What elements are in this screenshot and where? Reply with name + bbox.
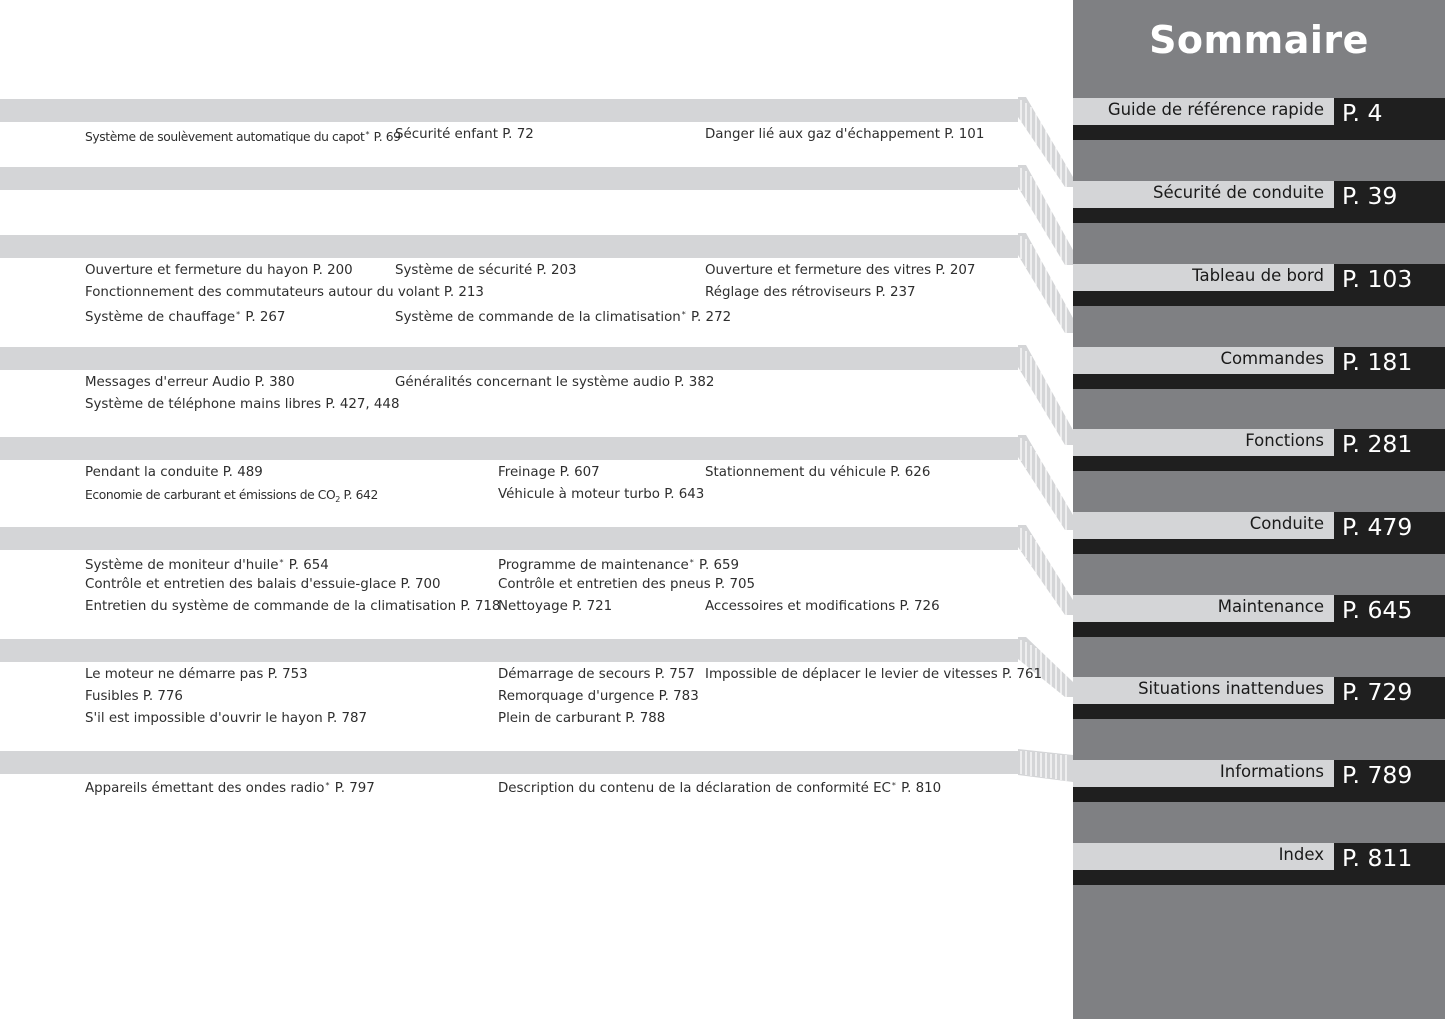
tab-label: Conduite [1249,514,1324,533]
entry-ouvrir-hayon-link[interactable]: S'il est impossible d'ouvrir le hayon P. 787 [85,711,368,726]
connector-hatch [1018,525,1073,615]
entry-text: Système de chauffage [85,310,236,325]
entry-demarrage-secours-link[interactable]: Démarrage de secours P. 757 [498,667,695,682]
sidebar-title: Sommaire [1149,18,1369,62]
entry-accessoires-link[interactable]: Accessoires et modifications P. 726 [705,599,940,614]
connector-hatch [1018,435,1073,530]
tab-label: Situations inattendues [1138,679,1324,698]
entry-ondes-radio-link[interactable] [85,778,375,797]
entry-page: P. 659 [694,558,740,573]
connector-hatch [1018,233,1073,333]
tab-guide-reference-rapide[interactable] [1073,98,1445,140]
entry-page: P. 69 [370,130,401,144]
tab-index[interactable] [1073,843,1445,885]
tab-label: Maintenance [1217,597,1324,616]
section-band-commandes [0,347,1018,370]
tab-label: Tableau de bord [1192,266,1324,285]
tab-conduite[interactable] [1073,512,1445,554]
entry-systeme-audio-link[interactable]: Généralités concernant le système audio P. 382 [395,375,715,390]
subscript: 2 [335,495,340,504]
tab-page-number: P. 4 [1342,99,1383,127]
entry-commutateurs-link[interactable]: Fonctionnement des commutateurs autour du volant P. 213 [85,285,484,300]
footnote-mark: * [279,558,284,567]
entry-economie-carburant-link[interactable] [85,487,378,508]
tab-tableau-de-bord[interactable] [1073,264,1445,306]
entry-page: P. 810 [896,781,942,796]
tab-page-number: P. 789 [1342,761,1413,789]
tab-page-number: P. 181 [1342,348,1413,376]
entry-entretien-climatisation-link[interactable]: Entretien du système de commande de la climatisation P. 718 [85,599,501,614]
entry-balais-link[interactable]: Contrôle et entretien des balais d'essuie-glace P. 700 [85,577,441,592]
tab-securite-conduite[interactable] [1073,181,1445,223]
tab-label: Index [1278,845,1324,864]
section-band-conduite [0,527,1018,550]
footnote-mark: * [236,310,241,319]
entry-hayon-link[interactable]: Ouverture et fermeture du hayon P. 200 [85,263,353,278]
entry-page: P. 267 [241,310,286,325]
entry-moniteur-huile-link[interactable] [85,555,329,574]
tab-label: Fonctions [1245,431,1324,450]
tab-page-number: P. 39 [1342,182,1398,210]
entry-plein-carburant-link[interactable]: Plein de carburant P. 788 [498,711,666,726]
connector-hatch [1018,749,1073,784]
entry-text: Système de soulèvement automatique du capot [85,130,365,144]
tab-label: Guide de référence rapide [1107,100,1324,119]
entry-text: Système de moniteur d'huile [85,558,279,573]
entry-nettoyage-link[interactable]: Nettoyage P. 721 [498,599,613,614]
tab-informations[interactable] [1073,760,1445,802]
section-band-fonctions [0,437,1018,460]
tab-fonctions[interactable] [1073,429,1445,471]
entry-page: P. 654 [284,558,329,573]
entry-systeme-securite-link[interactable]: Système de sécurité P. 203 [395,263,577,278]
entry-pneus-link[interactable]: Contrôle et entretien des pneus P. 705 [498,577,755,592]
entry-levier-vitesses-link[interactable]: Impossible de déplacer le levier de vitesses P. 761 [705,667,1043,682]
tab-page-number: P. 729 [1342,678,1413,706]
tab-label: Sécurité de conduite [1152,183,1324,202]
entry-telephone-link[interactable]: Système de téléphone mains libres P. 427, 448 [85,397,400,412]
footnote-mark: * [689,558,694,567]
footnote-mark: * [365,130,370,139]
entry-stationnement-link[interactable]: Stationnement du véhicule P. 626 [705,465,931,480]
tab-page-number: P. 281 [1342,430,1413,458]
section-band-tableau [0,235,1018,258]
entry-pendant-conduite-link[interactable]: Pendant la conduite P. 489 [85,465,263,480]
tab-page-number: P. 645 [1342,596,1413,624]
section-band-situations [0,751,1018,774]
entry-fusibles-link[interactable]: Fusibles P. 776 [85,689,183,704]
sidebar [1073,0,1445,1019]
entry-text: Système de commande de la climatisation [395,310,681,325]
footnote-mark: * [325,781,330,790]
connector-hatch [1018,345,1073,445]
tab-page-number: P. 103 [1342,265,1413,293]
entry-page: P. 797 [330,781,375,796]
tab-maintenance[interactable] [1073,595,1445,637]
entry-page: P. 642 [339,488,378,502]
entry-text: Description du contenu de la déclaration de conformité EC [498,781,891,796]
section-band-securite [0,167,1018,190]
entry-moteur-turbo-link[interactable]: Véhicule à moteur turbo P. 643 [498,487,705,502]
footnote-mark: * [681,310,686,319]
tab-page-number: P. 811 [1342,844,1413,872]
entry-page: P. 272 [686,310,732,325]
footnote-mark: * [891,781,896,790]
entry-moteur-demarre-link[interactable]: Le moteur ne démarre pas P. 753 [85,667,308,682]
entry-climatisation-link[interactable] [395,307,731,326]
entry-securite-enfant-link[interactable]: Sécurité enfant P. 72 [395,127,534,142]
entry-gaz-echappement-link[interactable]: Danger lié aux gaz d'échappement P. 101 [705,127,985,142]
section-band-maintenance [0,639,1018,662]
entry-erreur-audio-link[interactable]: Messages d'erreur Audio P. 380 [85,375,295,390]
section-band-guide [0,99,1018,122]
entry-retroviseurs-link[interactable]: Réglage des rétroviseurs P. 237 [705,285,916,300]
entry-text: Economie de carburant et émissions de CO [85,488,336,502]
tab-page-number: P. 479 [1342,513,1413,541]
tab-label: Commandes [1220,349,1324,368]
entry-capot-link[interactable] [85,127,401,145]
entry-remorquage-link[interactable]: Remorquage d'urgence P. 783 [498,689,699,704]
entry-freinage-link[interactable]: Freinage P. 607 [498,465,600,480]
entry-programme-maintenance-link[interactable] [498,555,739,574]
tab-label: Informations [1219,762,1324,781]
entry-vitres-link[interactable]: Ouverture et fermeture des vitres P. 207 [705,263,976,278]
entry-text: Appareils émettant des ondes radio [85,781,325,796]
tab-commandes[interactable] [1073,347,1445,389]
entry-chauffage-link[interactable] [85,307,285,326]
entry-declaration-conformite-link[interactable] [498,778,941,797]
tab-situations-inattendues[interactable] [1073,677,1445,719]
entry-text: Programme de maintenance [498,558,689,573]
